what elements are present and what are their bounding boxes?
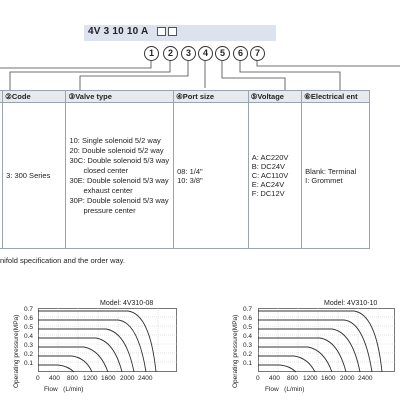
chart-y-axis-label: Operating pressure(MPa)	[13, 314, 20, 388]
chart-plot-area	[38, 308, 178, 374]
cell-valve-type: 10: Single solenoid 5/2 way 20: Double solenoid 5/2 way 30C: Double solenoid 5/3 way closed center 30E: Double solenoid 5/3 way exhaust center 30P: Double solenoid 5/3 way pressure center	[66, 103, 174, 249]
position-number-4: 4	[198, 46, 213, 61]
curve-0.3	[38, 347, 108, 372]
position-number-2: 2	[163, 46, 178, 61]
y-tick-label: 0.6	[23, 315, 33, 322]
x-tick-label: 800	[287, 375, 298, 382]
x-tick-label: 0	[256, 375, 260, 382]
chart-title: Model: 4V310-10	[324, 300, 378, 307]
chart-x-axis-label: Flow (L/min)	[44, 386, 84, 393]
y-tick-label: 0.5	[23, 324, 33, 331]
y-tick-label: 0.5	[242, 324, 252, 331]
leader-line-2	[10, 60, 170, 90]
header-port-size: ④Port size	[174, 91, 249, 103]
curve-0.4	[38, 338, 122, 372]
chart-y-axis-label: Operating pressure(MPa)	[232, 314, 239, 388]
y-tick-label: 0.4	[23, 333, 33, 340]
table-header-row	[0, 91, 370, 103]
cell-port-size: 08: 1/4" 10: 3/8"	[174, 103, 249, 249]
header-code: ②Code	[3, 91, 66, 103]
x-tick-label: 0	[36, 375, 40, 382]
x-tick-label: 1200	[303, 375, 318, 382]
y-tick-label: 0.2	[242, 351, 252, 358]
position-number-6: 6	[233, 46, 248, 61]
y-tick-label: 0.3	[242, 342, 252, 349]
y-tick-label: 0.2	[23, 351, 33, 358]
curve-0.3	[258, 347, 332, 372]
y-tick-label: 0.7	[23, 306, 33, 313]
cell-voltage: A: AC220V B: DC24V C: AC110V E: AC24V F: DC12V	[248, 103, 301, 249]
position-number-1: 1	[144, 46, 159, 61]
y-tick-label: 0.7	[242, 306, 252, 313]
header-electrical-entry: ⑥Electrical ent	[302, 91, 370, 103]
leader-lines	[0, 0, 400, 100]
position-number-3: 3	[181, 46, 196, 61]
y-tick-label: 0.6	[242, 315, 252, 322]
leader-line-7	[257, 60, 400, 66]
header-valve-type: ③Valve type	[66, 91, 174, 103]
curve-0.2	[258, 356, 315, 372]
curve-0.5	[38, 329, 134, 372]
grid-lines	[38, 308, 177, 372]
curve-0.1	[38, 365, 74, 372]
x-tick-label: 400	[269, 375, 280, 382]
chart-plot-area	[258, 308, 396, 374]
curve-0.1	[258, 365, 296, 372]
x-tick-label: 1200	[83, 375, 98, 382]
flow-chart-4v310-10	[222, 300, 397, 400]
leader-line-1	[0, 60, 151, 68]
y-tick-label: 0.4	[242, 333, 252, 340]
y-tick-label: 0.3	[23, 342, 33, 349]
order-spec-table	[0, 90, 370, 249]
x-tick-label: 1600	[321, 375, 336, 382]
leader-line-3	[80, 60, 188, 90]
cell-code: 3: 300 Series	[3, 103, 66, 249]
flow-chart-4v310-08	[5, 300, 180, 400]
cell-electrical-entry: Blank: Terminal I: Grommet	[302, 103, 370, 249]
leader-line-6	[240, 60, 340, 90]
y-tick-label: 0.1	[242, 360, 252, 367]
chart-x-axis-label: Flow (L/min)	[265, 386, 305, 393]
curve-0.5	[258, 329, 360, 372]
x-tick-label: 2400	[358, 375, 373, 382]
position-number-7: 7	[250, 46, 265, 61]
position-number-5: 5	[215, 46, 230, 61]
header-voltage: ⑤Voltage	[248, 91, 301, 103]
x-tick-label: 2400	[138, 375, 153, 382]
curve-0.4	[258, 338, 346, 372]
x-tick-label: 400	[49, 375, 60, 382]
leader-line-5	[222, 60, 285, 90]
curve-0.6	[258, 320, 372, 372]
pressure-curves	[258, 311, 382, 372]
table-row	[0, 103, 370, 249]
x-tick-label: 1600	[101, 375, 116, 382]
curve-0.2	[38, 356, 92, 372]
chart-title: Model: 4V310-08	[100, 300, 154, 307]
x-tick-label: 2000	[340, 375, 355, 382]
spec-note: nifold specification and the order way.	[0, 256, 125, 265]
y-tick-label: 0.1	[23, 360, 33, 367]
curve-0.6	[38, 320, 146, 372]
pressure-curves	[38, 311, 156, 372]
order-code-text: 4V 3 10 10 A	[88, 26, 149, 37]
x-tick-label: 2000	[120, 375, 135, 382]
x-tick-label: 800	[67, 375, 78, 382]
